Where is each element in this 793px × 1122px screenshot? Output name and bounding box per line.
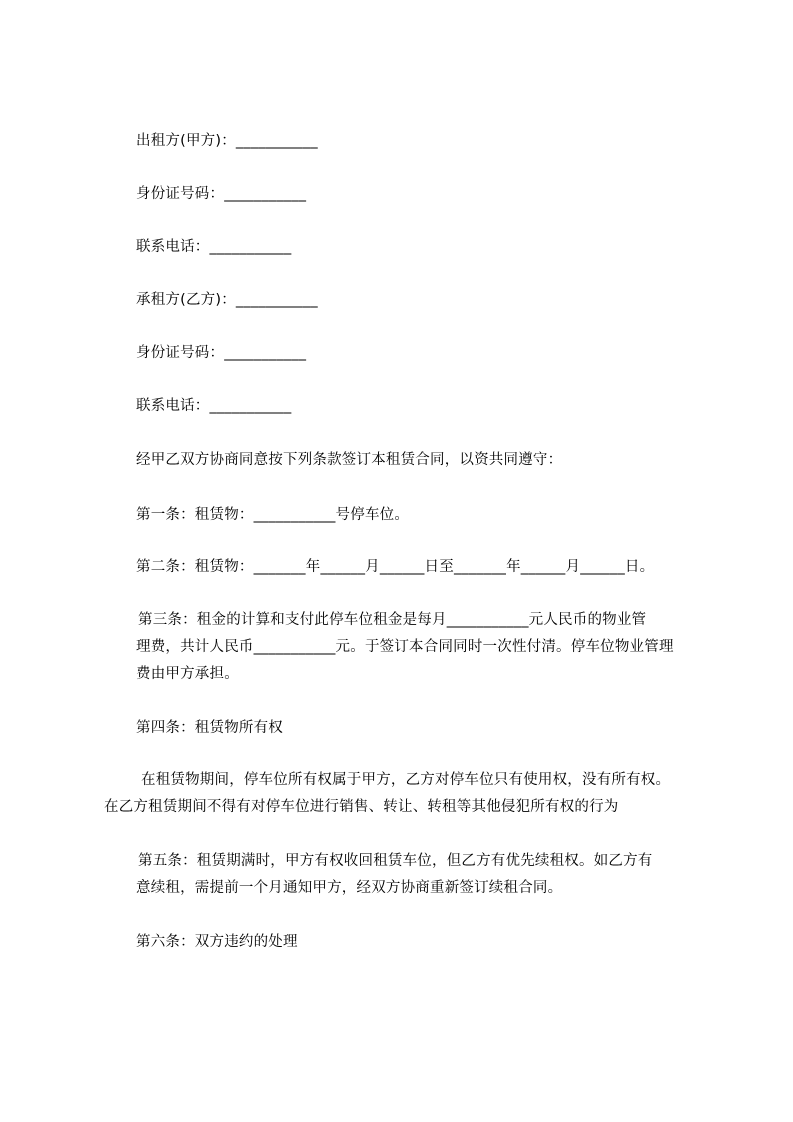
- article-3-line-2: 理费，共计人民币___________元。于签订本合同同时一次性付清。停车位物业管理: [136, 639, 674, 655]
- article-3-line-1: 第三条：租金的计算和支付此停车位租金是每月___________元人民币的物业管: [138, 612, 647, 628]
- intro-paragraph: 经甲乙双方协商同意按下列条款签订本租赁合同，以资共同遵守：: [136, 452, 563, 468]
- lessee-id-line: 身份证号码：___________: [136, 345, 307, 361]
- article-2: 第二条：租赁物：_______年______月______日至_______年______月______日。: [136, 559, 655, 575]
- article-4-body-line-2: 在乙方租赁期间不得有对停车位进行销售、转让、转租等其他侵犯所有权的行为: [104, 799, 619, 815]
- article-4-body-line-1: 在租赁物期间，停车位所有权属于甲方，乙方对停车位只有使用权，没有所有权。: [141, 772, 671, 788]
- lessee-line: 承租方(乙方)：___________: [136, 292, 318, 308]
- article-5-line-1: 第五条：租赁期满时，甲方有权收回租赁车位，但乙方有优先续租权。如乙方有: [138, 853, 653, 869]
- article-4-heading: 第四条：租赁物所有权: [136, 720, 283, 736]
- lessor-line: 出租方(甲方)：___________: [136, 133, 318, 149]
- lessor-phone-line: 联系电话：___________: [136, 239, 292, 255]
- lessee-phone-line: 联系电话：___________: [136, 398, 292, 414]
- lessor-id-line: 身份证号码：___________: [136, 186, 307, 202]
- article-5-line-2: 意续租，需提前一个月通知甲方，经双方协商重新签订续租合同。: [136, 880, 563, 896]
- article-6-heading: 第六条：双方违约的处理: [136, 934, 298, 950]
- article-1: 第一条：租赁物：___________号停车位。: [136, 507, 410, 523]
- article-3-line-3: 费由甲方承担。: [136, 666, 239, 682]
